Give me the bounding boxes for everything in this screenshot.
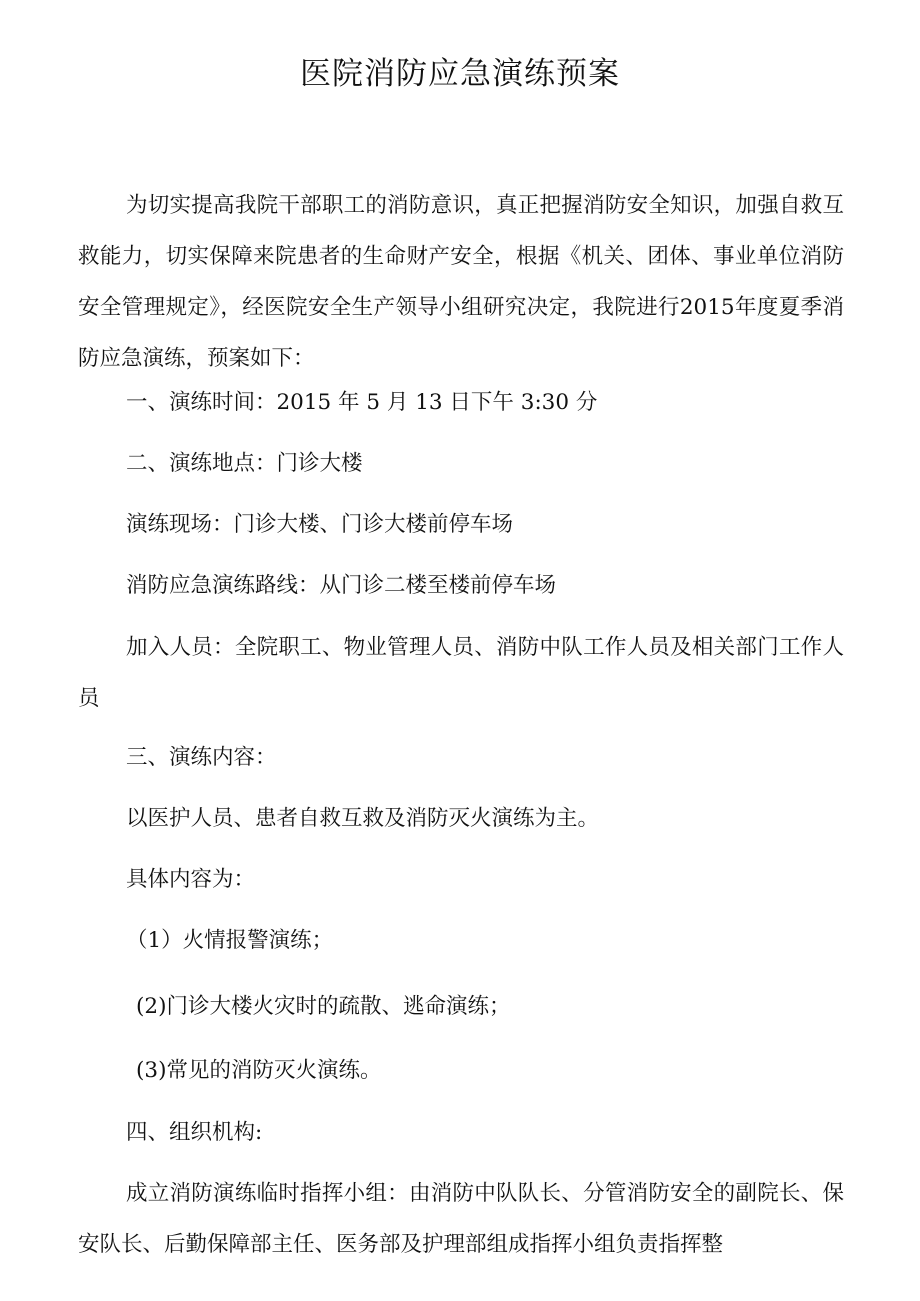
content-item-2: (2)门诊大楼火灾时的疏散、逃命演练；: [136, 994, 511, 1019]
detail-heading: 具体内容为：: [126, 867, 256, 892]
organization-paragraph: 成立消防演练临时指挥小组：由消防中队队长、分管消防安全的副院长、保安队长、后勤保障部主任、医务部及护理部组成指挥小组负责指挥整: [78, 1181, 844, 1257]
drill-route: 消防应急演练路线：从门诊二楼至楼前停车场: [126, 573, 557, 598]
intro-paragraph: 为切实提高我院干部职工的消防意识，真正把握消防安全知识，加强自救互救能力，切实保障来院患者的生命财产安全，根据《机关、团体、事业单位消防安全管理规定》，经医院安全生产领导小组研究决定，我院进行2015年度夏季消防应急演练，预案如下：: [78, 193, 844, 371]
content-item-1: （1）火情报警演练；: [126, 928, 334, 953]
section-location: 二、演练地点：门诊大楼: [126, 451, 363, 476]
section-content: 三、演练内容：: [126, 745, 277, 770]
participants-paragraph: 加入人员：全院职工、物业管理人员、消防中队工作人员及相关部门工作人员: [78, 635, 844, 711]
drill-site: 演练现场：门诊大楼、门诊大楼前停车场: [126, 512, 514, 537]
document-title: 医院消防应急演练预案: [300, 56, 620, 92]
content-item-3: (3)常见的消防灭火演练。: [136, 1058, 382, 1083]
main-content: 以医护人员、患者自救互救及消防灭火演练为主。: [126, 806, 600, 831]
section-organization: 四、组织机构:: [126, 1120, 263, 1145]
section-time: 一、演练时间：2015 年 5 月 13 日下午 3:30 分: [126, 390, 598, 415]
